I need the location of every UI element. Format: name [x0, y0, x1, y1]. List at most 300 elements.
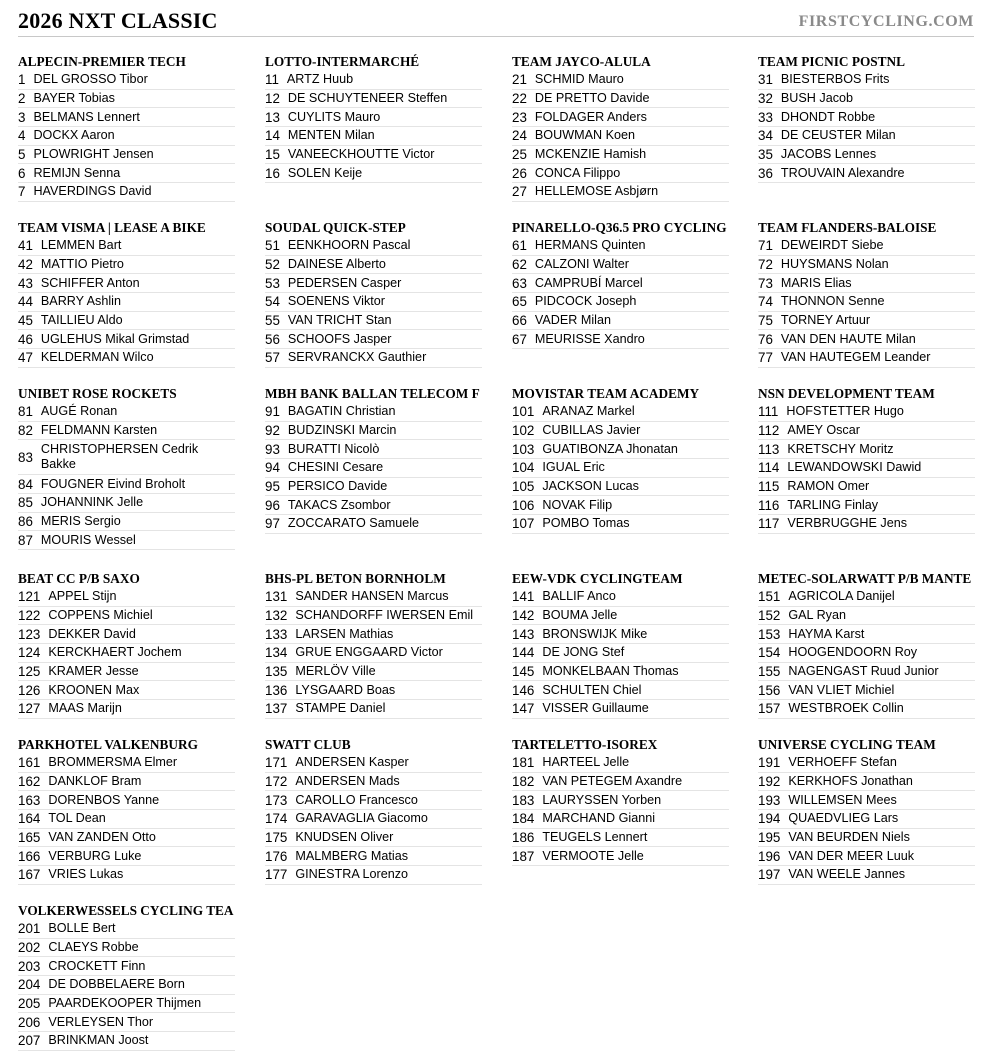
rider-name[interactable]: MERIS Sergio: [40, 514, 121, 529]
rider-row: [18, 1013, 235, 1032]
rider-name[interactable]: TORNEY Artuur: [780, 313, 871, 328]
rider-row: [758, 349, 975, 368]
rider-row: [758, 866, 975, 885]
rider-name[interactable]: DE PRETTO Davide: [534, 91, 650, 106]
rider-number: 186: [512, 830, 535, 846]
rider-name[interactable]: JACKSON Lucas: [542, 479, 639, 494]
rider-row: [512, 791, 729, 810]
team-name[interactable]: LOTTO-INTERMARCHÉ: [265, 54, 420, 69]
rider-row: [265, 625, 482, 644]
rider-name[interactable]: NAGENGAST Ruud Junior: [788, 664, 939, 679]
rider-number: 91: [265, 404, 280, 420]
rider-number: 14: [265, 128, 280, 144]
rider-number: 46: [18, 331, 33, 347]
rider-name[interactable]: JACOBS Lennes: [780, 147, 877, 162]
rider-name[interactable]: BUSH Jacob: [780, 91, 854, 106]
rider-number: 107: [512, 516, 535, 532]
rider-number: 94: [265, 460, 280, 476]
rider-number: 181: [512, 755, 535, 771]
rider-number: 3: [18, 109, 26, 125]
rider-name[interactable]: BOUWMAN Koen: [534, 128, 635, 143]
rider-number: 81: [18, 404, 33, 420]
rider-list: [512, 71, 729, 202]
rider-name[interactable]: AUGÉ Ronan: [40, 404, 118, 419]
rider-row: [265, 403, 482, 422]
rider-name[interactable]: VAN VLIET Michiel: [788, 682, 895, 697]
rider-name[interactable]: REMIJN Senna: [33, 165, 121, 180]
rider-name[interactable]: MCKENZIE Hamish: [534, 147, 647, 162]
team-block: [512, 52, 729, 202]
rider-name[interactable]: ARANAZ Markel: [542, 404, 635, 419]
rider-row: [512, 108, 729, 127]
rider-number: 104: [512, 460, 535, 476]
rider-name[interactable]: BAYER Tobias: [33, 91, 115, 106]
team-block: [512, 735, 729, 866]
rider-row: [758, 700, 975, 719]
rider-name[interactable]: BIESTERBOS Frits: [780, 72, 890, 87]
rider-name[interactable]: HAYMA Karst: [788, 626, 865, 641]
rider-row: [758, 237, 975, 256]
rider-number: 2: [18, 91, 26, 107]
rider-row: [18, 681, 235, 700]
rider-name[interactable]: APPEL Stijn: [48, 589, 117, 604]
rider-number: 121: [18, 589, 41, 605]
rider-name[interactable]: KNUDSEN Oliver: [295, 830, 394, 845]
rider-row: [512, 847, 729, 866]
rider-number: 171: [265, 755, 288, 771]
rider-name[interactable]: BAGATIN Christian: [287, 404, 396, 419]
rider-name[interactable]: LEWANDOWSKI Dawid: [787, 460, 922, 475]
team-name[interactable]: EEW-VDK CYCLINGTEAM: [512, 571, 683, 586]
rider-row: [18, 440, 235, 475]
rider-number: 102: [512, 423, 535, 439]
rider-row: [758, 588, 975, 607]
rider-name[interactable]: CALZONI Walter: [534, 257, 629, 272]
rider-number: 142: [512, 608, 535, 624]
rider-number: 163: [18, 792, 41, 808]
rider-name[interactable]: ZOCCARATO Samuele: [287, 516, 420, 531]
rider-row: [265, 330, 482, 349]
rider-number: 93: [265, 441, 280, 457]
rider-name[interactable]: DORENBOS Yanne: [48, 792, 160, 807]
rider-row: [512, 588, 729, 607]
rider-number: 164: [18, 811, 41, 827]
rider-name[interactable]: VERBURG Luke: [48, 848, 142, 863]
rider-number: 111: [758, 404, 779, 420]
rider-row: [18, 773, 235, 792]
rider-number: 54: [265, 294, 280, 310]
rider-row: [758, 459, 975, 478]
rider-name[interactable]: VAN TRICHT Stan: [287, 313, 392, 328]
rider-name[interactable]: CROCKETT Finn: [48, 958, 146, 973]
rider-name[interactable]: HOOGENDOORN Roy: [788, 645, 918, 660]
rider-name[interactable]: SOENENS Viktor: [287, 294, 385, 309]
rider-name[interactable]: MERLÖV Ville: [295, 664, 376, 679]
rider-name[interactable]: MATTIO Pietro: [40, 257, 124, 272]
rider-row: [18, 127, 235, 146]
rider-name[interactable]: PAARDEKOOPER Thijmen: [48, 996, 202, 1011]
rider-number: 74: [758, 294, 773, 310]
rider-number: 36: [758, 165, 773, 181]
rider-name[interactable]: BRONSWIJK Mike: [542, 626, 648, 641]
rider-number: 114: [758, 460, 780, 476]
team-name[interactable]: TEAM FLANDERS-BALOISE: [758, 220, 937, 235]
rider-name[interactable]: BUDZINSKI Marcin: [287, 423, 397, 438]
team-name[interactable]: VOLKERWESSELS CYCLING TEA: [18, 903, 234, 918]
rider-name[interactable]: FOLDAGER Anders: [534, 109, 647, 124]
rider-name[interactable]: MARCHAND Gianni: [542, 811, 656, 826]
rider-name[interactable]: SCHANDORFF IWERSEN Emil: [295, 608, 474, 623]
rider-name[interactable]: DHONDT Robbe: [780, 109, 876, 124]
rider-row: [265, 496, 482, 515]
rider-name[interactable]: AMEY Oscar: [787, 423, 860, 438]
rider-row: [18, 349, 235, 368]
rider-name[interactable]: VERMOOTE Jelle: [542, 848, 644, 863]
rider-name[interactable]: UGLEHUS Mikal Grimstad: [40, 331, 190, 346]
rider-name[interactable]: KROONEN Max: [48, 682, 140, 697]
rider-name[interactable]: VAN DEN HAUTE Milan: [780, 331, 916, 346]
rider-number: 141: [512, 589, 535, 605]
rider-name[interactable]: AGRICOLA Danijel: [788, 589, 895, 604]
rider-name[interactable]: BOLLE Bert: [48, 921, 116, 936]
rider-name[interactable]: PERSICO Davide: [287, 479, 388, 494]
rider-number: 85: [18, 495, 33, 511]
rider-list: [265, 754, 482, 885]
rider-list: [758, 588, 975, 719]
rider-list: [18, 71, 235, 202]
rider-name[interactable]: KERKHOFS Jonathan: [788, 774, 913, 789]
rider-number: 183: [512, 792, 535, 808]
rider-name[interactable]: BRINKMAN Joost: [48, 1033, 149, 1048]
rider-row: [18, 754, 235, 773]
rider-name[interactable]: SANDER HANSEN Marcus: [295, 589, 449, 604]
rider-row: [265, 754, 482, 773]
rider-name[interactable]: VERLEYSEN Thor: [48, 1014, 154, 1029]
rider-name[interactable]: SERVRANCKX Gauthier: [287, 350, 427, 365]
rider-row: [512, 644, 729, 663]
team-block: [758, 384, 975, 534]
rider-number: 174: [265, 811, 288, 827]
rider-number: 92: [265, 423, 280, 439]
rider-name[interactable]: DE CEUSTER Milan: [780, 128, 896, 143]
rider-name[interactable]: TARLING Finlay: [787, 497, 879, 512]
rider-number: 193: [758, 792, 781, 808]
rider-number: 144: [512, 645, 535, 661]
rider-row: [758, 274, 975, 293]
rider-name[interactable]: DEKKER David: [48, 626, 136, 641]
rider-number: 196: [758, 848, 781, 864]
rider-name[interactable]: BURATTI Nicolò: [287, 441, 380, 456]
rider-row: [18, 588, 235, 607]
rider-number: 112: [758, 423, 780, 439]
rider-name[interactable]: SCHULTEN Chiel: [542, 682, 642, 697]
rider-row: [512, 146, 729, 165]
rider-name[interactable]: BARRY Ashlin: [40, 294, 121, 309]
rider-row: [18, 829, 235, 848]
rider-row: [512, 256, 729, 275]
rider-name[interactable]: GINESTRA Lorenzo: [295, 867, 409, 882]
rider-number: 95: [265, 479, 280, 495]
team-block: [18, 901, 235, 1051]
rider-number: 22: [512, 91, 527, 107]
rider-number: 151: [758, 589, 781, 605]
rider-number: 55: [265, 313, 280, 329]
rider-name[interactable]: FOUGNER Eivind Broholt: [40, 476, 186, 491]
rider-name[interactable]: WESTBROEK Collin: [788, 701, 904, 716]
rider-name[interactable]: HUYSMANS Nolan: [780, 257, 889, 272]
rider-name[interactable]: QUAEDVLIEG Lars: [788, 811, 899, 826]
rider-name[interactable]: ANDERSEN Kasper: [295, 755, 409, 770]
rider-name[interactable]: SOLEN Keije: [287, 165, 363, 180]
rider-name[interactable]: ANDERSEN Mads: [295, 774, 400, 789]
rider-name[interactable]: VERHOEFF Stefan: [788, 755, 897, 770]
rider-name[interactable]: MARIS Elias: [780, 275, 852, 290]
rider-row: [758, 127, 975, 146]
rider-name[interactable]: MEURISSE Xandro: [534, 331, 645, 346]
rider-name[interactable]: BROMMERSMA Elmer: [48, 755, 178, 770]
rider-number: 143: [512, 626, 535, 642]
rider-name[interactable]: PLOWRIGHT Jensen: [33, 147, 154, 162]
rider-row: [512, 754, 729, 773]
rider-name[interactable]: BOUMA Jelle: [542, 608, 618, 623]
rider-number: 182: [512, 774, 535, 790]
rider-name[interactable]: HELLEMOSE Asbjørn: [534, 184, 659, 199]
rider-name[interactable]: LEMMEN Bart: [40, 238, 122, 253]
rider-name[interactable]: MAAS Marijn: [48, 701, 122, 716]
team-name[interactable]: MBH BANK BALLAN TELECOM F: [265, 386, 480, 401]
rider-row: [265, 108, 482, 127]
rider-row: [512, 312, 729, 331]
rider-name[interactable]: DE JONG Stef: [542, 645, 625, 660]
rider-number: 195: [758, 830, 781, 846]
rider-name[interactable]: VADER Milan: [534, 313, 611, 328]
rider-number: 24: [512, 128, 527, 144]
rider-name[interactable]: SCHOOFS Jasper: [287, 331, 392, 346]
rider-number: 202: [18, 940, 41, 956]
rider-number: 77: [758, 350, 773, 366]
rider-name[interactable]: PIDCOCK Joseph: [534, 294, 637, 309]
rider-number: 67: [512, 331, 527, 347]
rider-row: [512, 440, 729, 459]
rider-number: 75: [758, 313, 773, 329]
rider-row: [758, 330, 975, 349]
rider-row: [758, 108, 975, 127]
team-name[interactable]: BEAT CC P/B SAXO: [18, 571, 140, 586]
rider-name[interactable]: CAMPRUBÍ Marcel: [534, 275, 643, 290]
rider-name[interactable]: EENKHOORN Pascal: [287, 238, 411, 253]
rider-name[interactable]: MONKELBAAN Thomas: [542, 664, 679, 679]
rider-name[interactable]: VISSER Guillaume: [542, 701, 649, 716]
rider-number: 161: [18, 755, 41, 771]
rider-number: 5: [18, 147, 26, 163]
rider-name[interactable]: VAN HAUTEGEM Leander: [780, 350, 931, 365]
rider-name[interactable]: VRIES Lukas: [48, 867, 124, 882]
rider-name[interactable]: GUATIBONZA Jhonatan: [542, 441, 678, 456]
rider-name[interactable]: TROUVAIN Alexandre: [780, 165, 905, 180]
rider-name[interactable]: VAN DER MEER Luuk: [788, 848, 915, 863]
rider-number: 66: [512, 313, 527, 329]
rider-list: [18, 237, 235, 368]
rider-name[interactable]: WILLEMSEN Mees: [788, 792, 897, 807]
rider-number: 206: [18, 1014, 41, 1030]
rider-name[interactable]: HAVERDINGS David: [33, 184, 152, 199]
rider-row: [758, 847, 975, 866]
team-block: [512, 384, 729, 534]
rider-number: 172: [265, 774, 288, 790]
rider-number: 194: [758, 811, 781, 827]
rider-name[interactable]: SCHIFFER Anton: [40, 275, 140, 290]
rider-name[interactable]: VANEECKHOUTTE Victor: [287, 147, 435, 162]
team-name[interactable]: NSN DEVELOPMENT TEAM: [758, 386, 935, 401]
rider-name[interactable]: LYSGAARD Boas: [295, 682, 396, 697]
rider-list: [18, 588, 235, 719]
rider-name[interactable]: VERBRUGGHE Jens: [787, 516, 908, 531]
rider-name[interactable]: NOVAK Filip: [542, 497, 613, 512]
site-name: FIRSTCYCLING.COM: [798, 13, 974, 30]
rider-row: [758, 754, 975, 773]
rider-name[interactable]: GARAVAGLIA Giacomo: [295, 811, 428, 826]
rider-name[interactable]: BALLIF Anco: [542, 589, 616, 604]
rider-row: [18, 108, 235, 127]
team-name[interactable]: MOVISTAR TEAM ACADEMY: [512, 386, 700, 401]
rider-number: 101: [512, 404, 535, 420]
rider-row: [265, 644, 482, 663]
rider-row: [758, 293, 975, 312]
rider-name[interactable]: DEWEIRDT Siebe: [780, 238, 884, 253]
team-name[interactable]: PINARELLO-Q36.5 PRO CYCLING: [512, 220, 727, 235]
rider-name[interactable]: FELDMANN Karsten: [40, 423, 158, 438]
rider-name[interactable]: LAURYSSEN Yorben: [542, 792, 662, 807]
rider-row: [512, 330, 729, 349]
rider-list: [18, 754, 235, 885]
rider-name[interactable]: CAROLLO Francesco: [295, 792, 418, 807]
rider-row: [758, 440, 975, 459]
rider-row: [18, 256, 235, 275]
rider-row: [265, 588, 482, 607]
rider-name[interactable]: VAN WEELE Jannes: [788, 867, 906, 882]
team-name[interactable]: BHS-PL BETON BORNHOLM: [265, 571, 446, 586]
rider-number: 31: [758, 72, 773, 88]
team-name[interactable]: SOUDAL QUICK-STEP: [265, 220, 406, 235]
rider-name[interactable]: MALMBERG Matias: [295, 848, 409, 863]
rider-name[interactable]: KERCKHAERT Jochem: [48, 645, 182, 660]
rider-name[interactable]: CUYLITS Mauro: [287, 109, 381, 124]
rider-name[interactable]: DAINESE Alberto: [287, 257, 386, 272]
rider-row: [758, 791, 975, 810]
rider-name[interactable]: CLAEYS Robbe: [48, 940, 139, 955]
rider-row: [18, 146, 235, 165]
rider-row: [758, 810, 975, 829]
rider-name[interactable]: MOURIS Wessel: [40, 532, 136, 547]
rider-name[interactable]: STAMPE Daniel: [295, 701, 386, 716]
rider-name[interactable]: CUBILLAS Javier: [542, 423, 641, 438]
rider-name[interactable]: IGUAL Eric: [542, 460, 605, 475]
rider-name[interactable]: VAN ZANDEN Otto: [48, 830, 156, 845]
rider-name[interactable]: DEL GROSSO Tibor: [33, 72, 148, 87]
rider-number: 103: [512, 441, 535, 457]
rider-row: [512, 237, 729, 256]
team-name[interactable]: SWATT CLUB: [265, 737, 351, 752]
team-name[interactable]: TEAM PICNIC POSTNL: [758, 54, 906, 69]
rider-row: [265, 866, 482, 885]
rider-name[interactable]: SCHMID Mauro: [534, 72, 624, 87]
rider-name[interactable]: CHESINI Cesare: [287, 460, 384, 475]
rider-name[interactable]: KRETSCHY Moritz: [787, 441, 894, 456]
rider-name[interactable]: DE DOBBELAERE Born: [48, 977, 185, 992]
rider-name[interactable]: KELDERMAN Wilco: [40, 350, 154, 365]
rider-name[interactable]: VAN PETEGEM Axandre: [542, 774, 683, 789]
rider-number: 42: [18, 257, 33, 273]
rider-row: [512, 810, 729, 829]
team-block: [18, 384, 235, 550]
rider-name[interactable]: CHRISTOPHERSEN Cedrik Bakke: [40, 442, 199, 472]
rider-row: [18, 644, 235, 663]
team-name[interactable]: TARTELETTO-ISOREX: [512, 737, 658, 752]
team-name[interactable]: UNIVERSE CYCLING TEAM: [758, 737, 936, 752]
rider-name[interactable]: GAL Ryan: [788, 608, 846, 623]
team-name[interactable]: UNIBET ROSE ROCKETS: [18, 386, 177, 401]
rider-name[interactable]: HARTEEL Jelle: [542, 755, 630, 770]
rider-name[interactable]: PEDERSEN Casper: [287, 275, 402, 290]
rider-name[interactable]: HOFSTETTER Hugo: [786, 404, 904, 419]
rider-name[interactable]: CONCA Filippo: [534, 165, 621, 180]
team-block: [265, 735, 482, 885]
rider-name[interactable]: DOCKX Aaron: [33, 128, 115, 143]
rider-number: 175: [265, 830, 288, 846]
rider-name[interactable]: RAMON Omer: [787, 479, 870, 494]
rider-name[interactable]: TEUGELS Lennert: [542, 830, 648, 845]
rider-name[interactable]: DE SCHUYTENEER Steffen: [287, 91, 448, 106]
rider-row: [265, 256, 482, 275]
team-name[interactable]: TEAM VISMA | LEASE A BIKE: [18, 220, 206, 235]
rider-list: [18, 403, 235, 550]
rider-name[interactable]: VAN BEURDEN Niels: [788, 830, 910, 845]
team-name[interactable]: TEAM JAYCO-ALULA: [512, 54, 651, 69]
rider-name[interactable]: KRAMER Jesse: [48, 664, 139, 679]
rider-name[interactable]: ARTZ Huub: [286, 72, 354, 87]
rider-row: [18, 164, 235, 183]
rider-name[interactable]: POMBO Tomas: [542, 516, 630, 531]
rider-name[interactable]: COPPENS Michiel: [48, 608, 153, 623]
rider-name[interactable]: TAILLIEU Aldo: [40, 313, 123, 328]
rider-name[interactable]: HERMANS Quinten: [534, 238, 646, 253]
rider-row: [265, 274, 482, 293]
rider-number: 135: [265, 664, 288, 680]
rider-name[interactable]: TAKACS Zsombor: [287, 497, 391, 512]
team-block: [265, 384, 482, 534]
rider-number: 35: [758, 147, 773, 163]
rider-name[interactable]: DANKLOF Bram: [48, 774, 142, 789]
rider-name[interactable]: BELMANS Lennert: [33, 109, 140, 124]
rider-name[interactable]: MENTEN Milan: [287, 128, 375, 143]
team-name[interactable]: PARKHOTEL VALKENBURG: [18, 737, 198, 752]
rider-name[interactable]: TOL Dean: [48, 811, 106, 826]
rider-number: 23: [512, 109, 527, 125]
rider-row: [512, 625, 729, 644]
rider-name[interactable]: THONNON Senne: [780, 294, 885, 309]
rider-row: [758, 625, 975, 644]
rider-name[interactable]: JOHANNINK Jelle: [40, 495, 144, 510]
rider-name[interactable]: LARSEN Mathias: [295, 626, 394, 641]
rider-name[interactable]: GRUE ENGGAARD Victor: [295, 645, 443, 660]
team-name[interactable]: METEC-SOLARWATT P/B MANTE: [758, 571, 972, 586]
rider-row: [18, 920, 235, 939]
team-name[interactable]: ALPECIN-PREMIER TECH: [18, 54, 186, 69]
team-block: [512, 569, 729, 719]
rider-row: [758, 90, 975, 109]
rider-row: [18, 494, 235, 513]
rider-row: [265, 237, 482, 256]
